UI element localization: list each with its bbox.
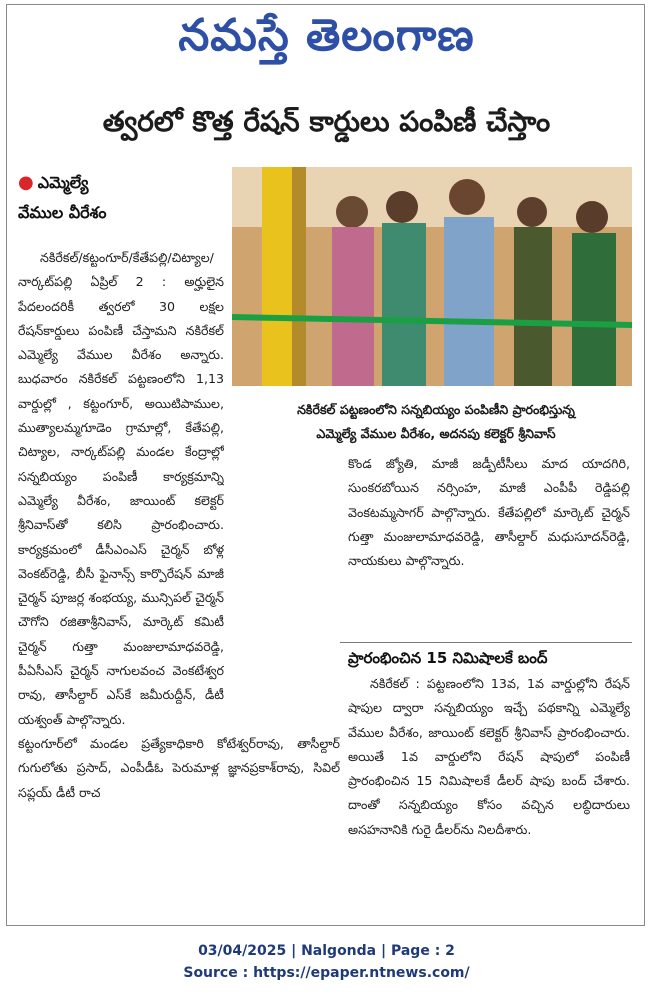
body-column-3: [348, 672, 630, 912]
article-paragraph-4: నకిరేకల్ : పట్టణంలోని 13వ, 1వ వార్డుల్లోని రేషన్ షాపుల ద్వారా సన్నబియ్యం ఇచ్చే పథకాన్ని ఎమ్మెల్యే వేముల వీరేశం, జాయింట్ కలెక్టర్ శ్రీనివాస్ ప్రారంభించారు. అయితే 1వ వార్డులోని రేషన్ షాపులో పంపిణీ ప్రారంభించిన 15 నిమిషాలకే డీలర్ షాపు బంద్ చేశారు. దాంతో సన్నబియ్యం కోసం వచ్చిన లబ్ధిదారులు అసహనానికి గురై డీలర్‌ను నిలదీశారు.: [348, 676, 630, 837]
newspaper-masthead: నమస్తే తెలంగాణ: [178, 10, 475, 61]
ribbon-cutting-photo: [232, 167, 632, 386]
photo-caption: [244, 398, 628, 446]
footer-source: Source : https://epaper.ntnews.com/: [183, 965, 470, 981]
article-paragraph-2: కట్టంగూర్‌లో మండల ప్రత్యేకాధికారి కోటేశ్వర్‌రావు, తాసీల్దార్ గుగులోతు ప్రసాద్, ఎంపీడీఓ పెరుమాళ్ల జ్ఞానప్రకాశ్‌రావు, సివిల్ సప్లయ్ డీటీ రాచ: [18, 736, 340, 800]
photo-caption-line-2: ఎమ్మెల్యే వేముల వీరేశం, అదనపు కలెక్టర్ శ్రీనివాస్: [316, 426, 556, 441]
body-column-2: [348, 452, 630, 638]
footer-date-edition: 03/04/2025 | Nalgonda | Page : 2: [198, 943, 455, 959]
photo-caption-line-1: నకిరేకల్ పట్టణంలోని సన్నబియ్యం పంపిణీని ప్రారంభిస్తున్న: [297, 402, 575, 417]
byline: [18, 168, 107, 228]
sub-headline: ప్రారంభించిన 15 నిమిషాలకే బంద్: [348, 649, 548, 667]
article-paragraph-3: కొండ జ్యోతి, మాజీ జడ్పీటీసీలు మాద యాదగిరి, సుంకరబోయిన నర్సింహ, మాజీ ఎంపీపీ రెడ్డిపల్లి వెంకటమ్మసాగర్ పాల్గొన్నారు. కేతేపల్లిలో మార్కెట్ చైర్మన్ గుత్తా మంజులామాధవరెడ్డి, తాసీల్దార్ మధుసూదన్‌రెడ్డి, నాయకులు పాల్గొన్నారు.: [348, 456, 630, 569]
article-photo: [232, 167, 632, 386]
article-headline: త్వరలో కొత్త రేషన్ కార్డులు పంపిణీ చేస్తాం: [102, 105, 551, 138]
bullet-icon: ●: [18, 172, 34, 193]
byline-name: వేముల వీరేశం: [18, 203, 107, 222]
byline-title: ఎమ్మెల్యే: [37, 173, 89, 192]
section-divider: [340, 642, 632, 643]
article-paragraph-1: నకిరేకల్/కట్టంగూర్/కేతేపల్లి/చిట్యాల/నార్కట్‌పల్లి ఏప్రిల్ 2 : అర్హులైన పేదలందరికీ త్వరలో 30 లక్షల రేషన్‌కార్డులు పంపిణీ చేస్తామని నకిరేకల్ ఎమ్మెల్యే వేముల వీరేశం అన్నారు. బుధవారం నకిరేకల్ పట్టణంలోని 1,13 వార్డుల్లో , కట్టంగూర్, అయిటిపాముల, ముత్యాలమ్మగూడెం గ్రామాల్లో, కేతేపల్లి, చిట్యాల, నార్కట్‌పల్లి మండల కేంద్రాల్లో సన్నబియ్యం పంపిణీ కార్యక్రమాన్ని ఎమ్మెల్యే వీరేశం, జాయింట్ కలెక్టర్ శ్రీనివాస్‌తో కలిసి ప్రారంభించారు. కార్యక్రమంలో డీసీఎంఎస్ చైర్మన్ బోళ్ల వెంకట్‌రెడ్డి, బీసీ ఫైనాన్స్ కార్పొరేషన్ మాజీ చైర్మన్ పూజర్ల శంభయ్య, మున్సిపల్ చైర్మన్ చౌగోని రజితాశ్రీనివాస్, మార్కెట్ కమిటీ చైర్మన్ గుత్తా మంజులామాధవరెడ్డి, పీఏసీఎస్ చైర్మన్ నాగులవంచ వెంకటేశ్వర రావు, తాసీల్దార్ ఎస్‌కే జమీరుద్దీన్, డీటీ యశ్వంత్ పాల్గొన్నారు.: [18, 250, 224, 727]
body-column-1b: [18, 732, 340, 898]
body-column-1: [18, 246, 224, 732]
